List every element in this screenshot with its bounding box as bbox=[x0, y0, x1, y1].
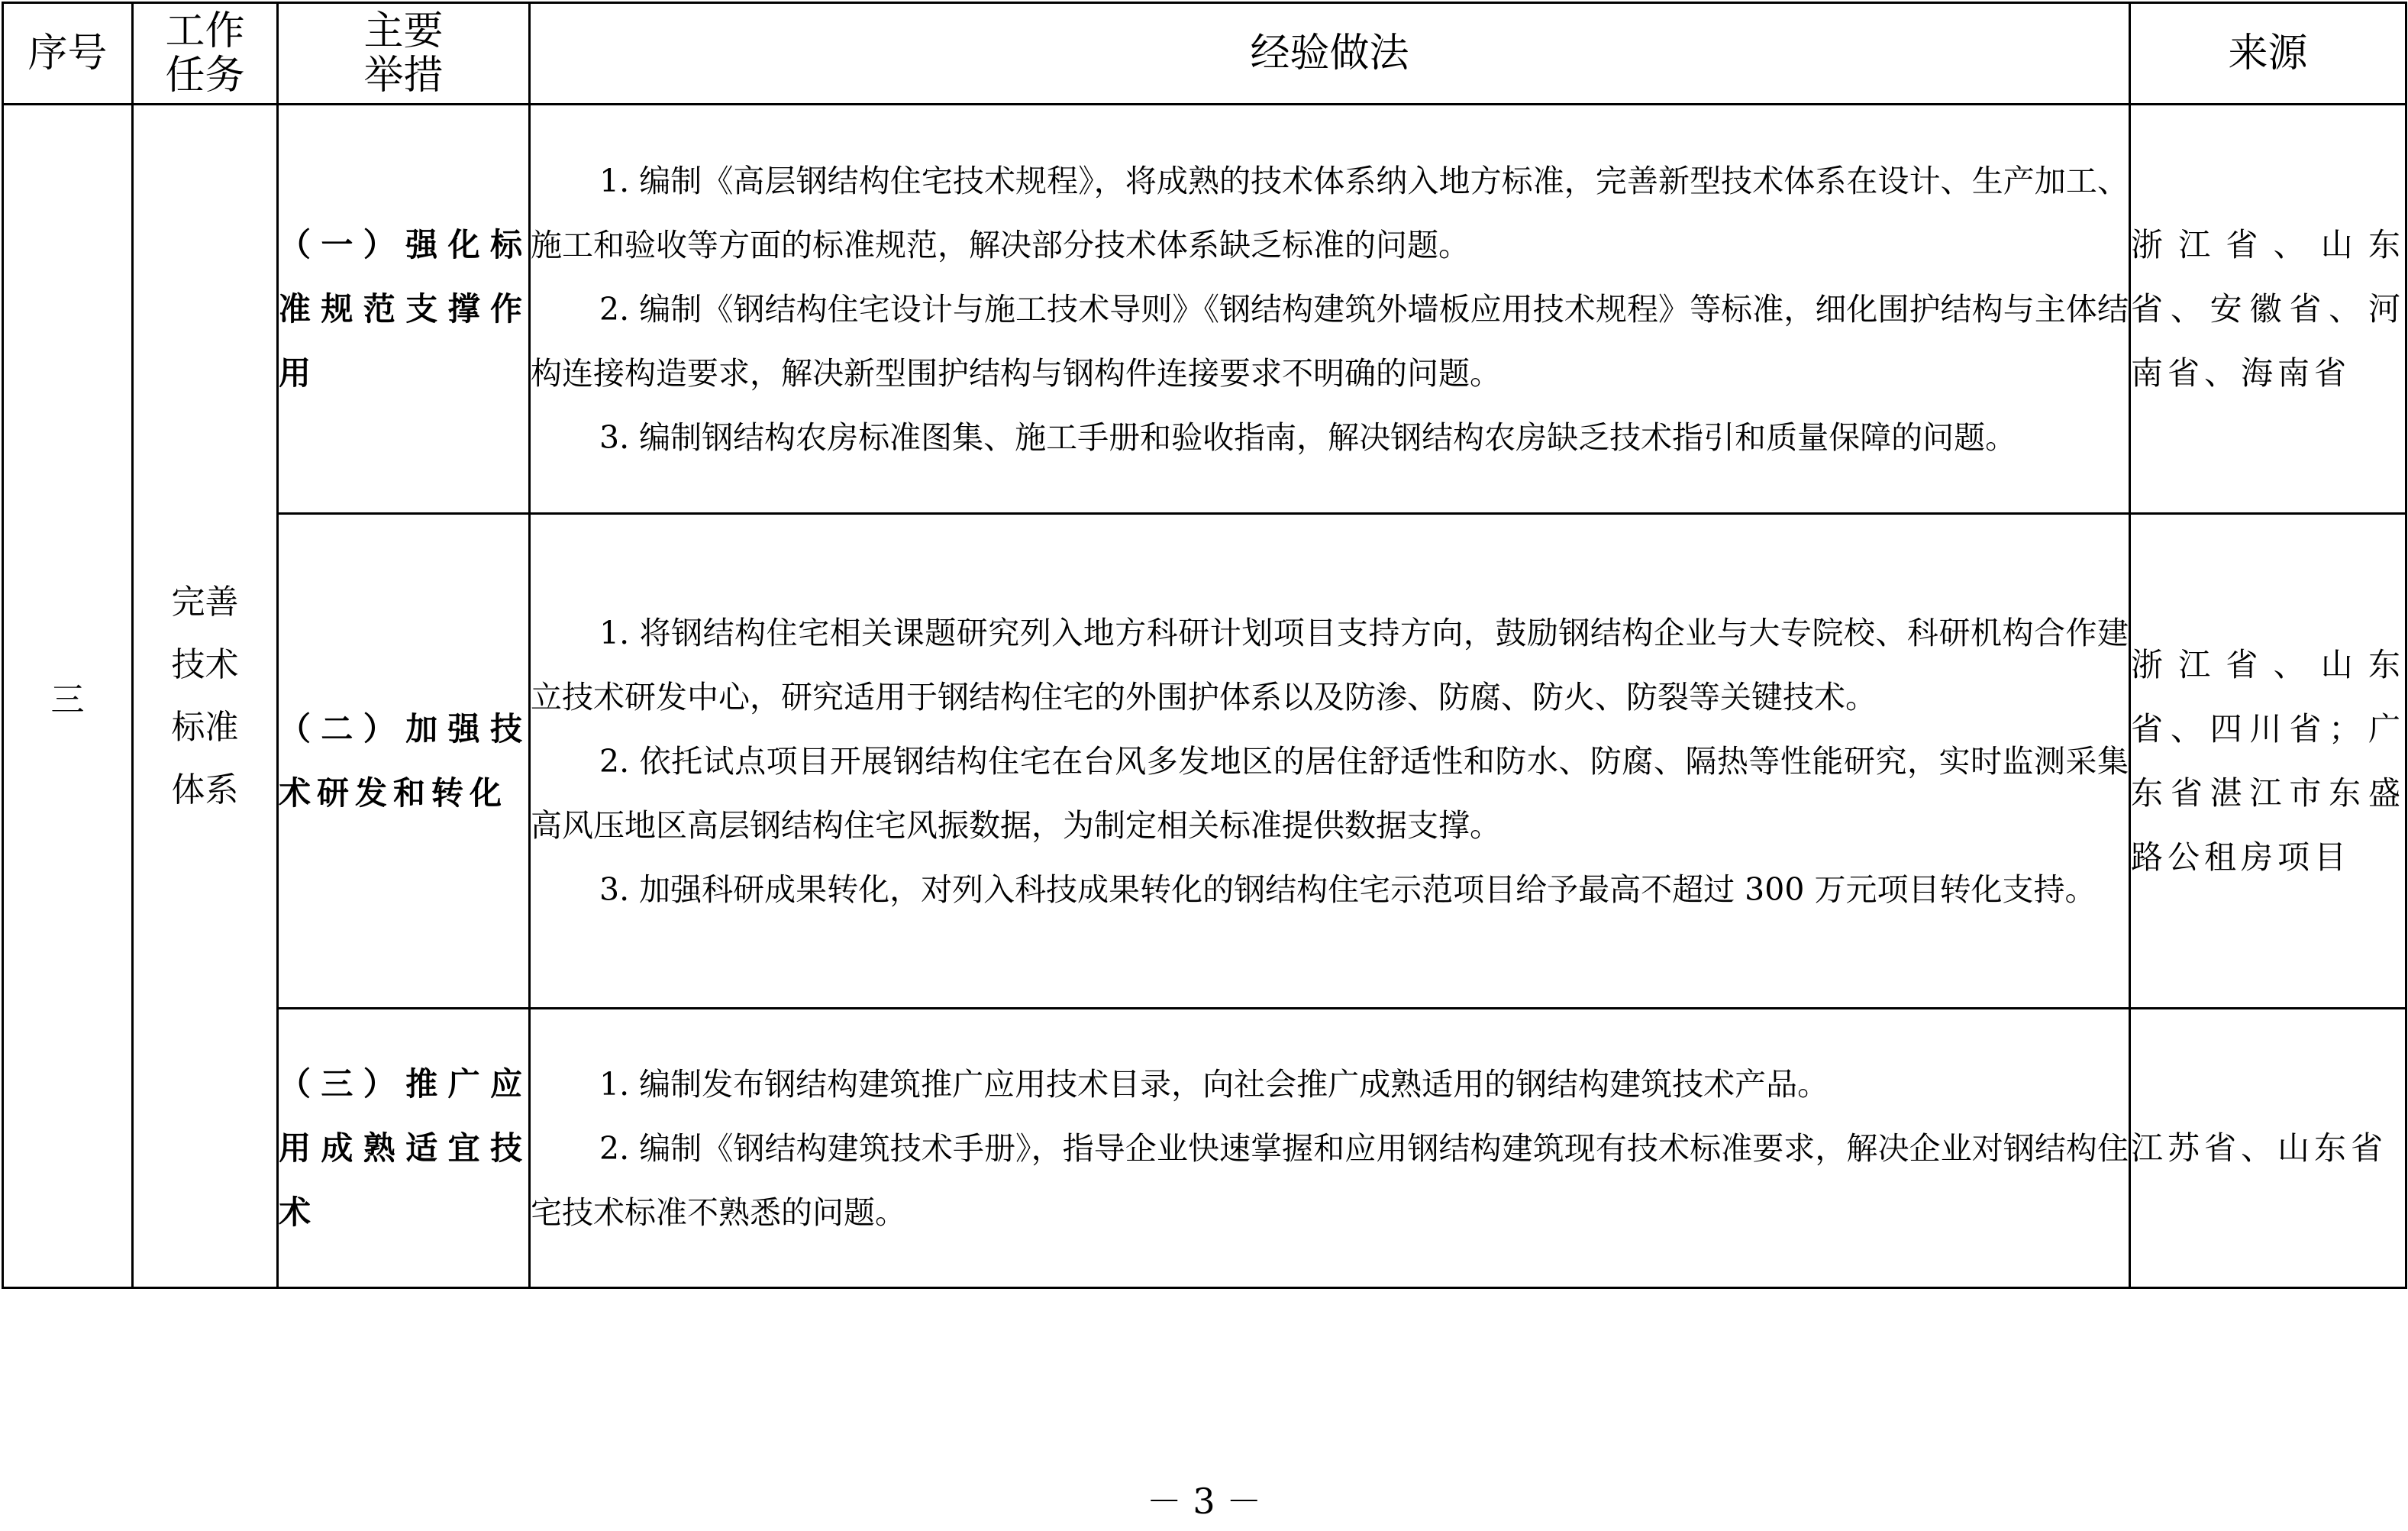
table-header-row bbox=[3, 3, 2406, 105]
seq-cell: 三 bbox=[3, 105, 133, 1288]
practice-item: 3. 加强科研成果转化，对列入科技成果转化的钢结构住宅示范项目给予最高不超过 300 万元项目转化支持。 bbox=[599, 870, 2097, 908]
header-source: 来源 bbox=[2130, 3, 2406, 105]
task-label: 完善技术标准体系 bbox=[171, 582, 239, 809]
table-row bbox=[3, 514, 2406, 1009]
practice-cell-2 bbox=[530, 514, 2130, 1009]
practice-item: 1. 编制《高层钢结构住宅技术规程》，将成熟的技术体系纳入地方标准，完善新型技术体系在设计、生产加工、施工和验收等方面的标准规范，解决部分技术体系缺乏标准的问题。 bbox=[531, 162, 2129, 263]
experience-table bbox=[2, 2, 2407, 1289]
practice-item: 3. 编制钢结构农房标准图集、施工手册和验收指南，解决钢结构农房缺乏技术指引和质量保障的问题。 bbox=[599, 418, 2017, 456]
practice-item: 1. 编制发布钢结构建筑推广应用技术目录，向社会推广成熟适用的钢结构建筑技术产品。 bbox=[599, 1065, 1829, 1103]
table-row bbox=[3, 1009, 2406, 1288]
header-task-label: 工作任务 bbox=[165, 8, 245, 99]
header-measure-label: 主要举措 bbox=[363, 8, 444, 99]
source-cell-1: 浙江省、山东省、安徽省、河南省、海南省 bbox=[2130, 105, 2406, 514]
header-seq: 序号 bbox=[3, 3, 133, 105]
measure-cell-1: （一）强化标准规范支撑作用 bbox=[278, 105, 530, 514]
measure-cell-2: （二）加强技术研发和转化 bbox=[278, 514, 530, 1009]
source-cell-3: 江苏省、山东省 bbox=[2130, 1009, 2406, 1288]
header-practice: 经验做法 bbox=[530, 3, 2130, 105]
header-task bbox=[133, 3, 278, 105]
practice-item: 2. 编制《钢结构建筑技术手册》，指导企业快速掌握和应用钢结构建筑现有技术标准要求，解决企业对钢结构住宅技术标准不熟悉的问题。 bbox=[531, 1129, 2129, 1231]
practice-item: 2. 编制《钢结构住宅设计与施工技术导则》《钢结构建筑外墙板应用技术规程》等标准，细化围护结构与主体结构连接构造要求，解决新型围护结构与钢构件连接要求不明确的问题。 bbox=[531, 290, 2129, 392]
table-row bbox=[3, 105, 2406, 514]
source-cell-2: 浙江省、山东省、四川省；广东省湛江市东盛路公租房项目 bbox=[2130, 514, 2406, 1009]
practice-cell-3 bbox=[530, 1009, 2130, 1288]
measure-cell-3: （三）推广应用成熟适宜技术 bbox=[278, 1009, 530, 1288]
practice-item: 1. 将钢结构住宅相关课题研究列入地方科研计划项目支持方向，鼓励钢结构企业与大专院校、科研机构合作建立技术研发中心，研究适用于钢结构住宅的外围护体系以及防渗、防腐、防火、防裂等关键技术。 bbox=[531, 614, 2129, 715]
task-cell bbox=[133, 105, 278, 1288]
page-number: － 3 － bbox=[1146, 1481, 1262, 1522]
header-measure bbox=[278, 3, 530, 105]
practice-cell-1 bbox=[530, 105, 2130, 514]
practice-item: 2. 依托试点项目开展钢结构住宅在台风多发地区的居住舒适性和防水、防腐、隔热等性能研究，实时监测采集高风压地区高层钢结构住宅风振数据，为制定相关标准提供数据支撑。 bbox=[531, 742, 2129, 844]
